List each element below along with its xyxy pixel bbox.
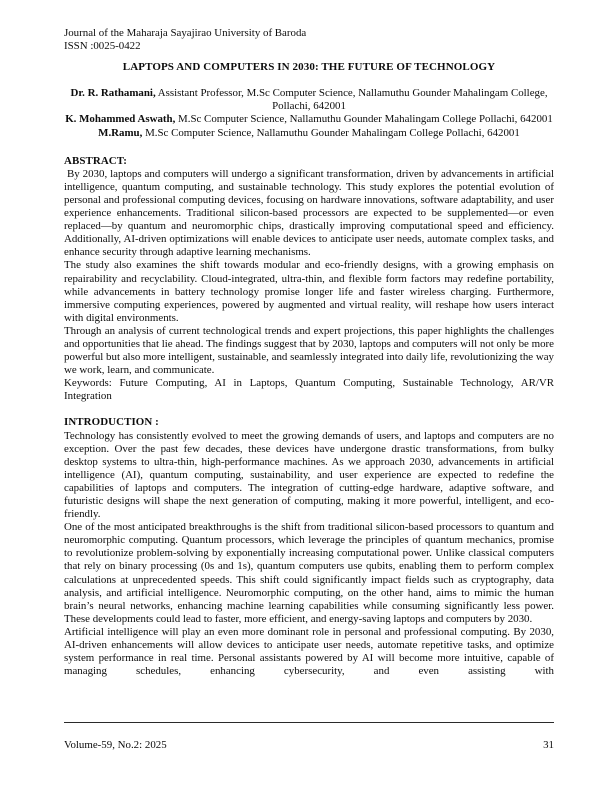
introduction-heading: INTRODUCTION : [64,416,159,429]
author-name: Dr. R. Rathamani, [70,87,156,100]
abstract-heading: ABSTRACT: [64,154,128,167]
introduction-paragraph: Artificial intelligence will play an even more dominant role in personal and professional computing. By 2030, AI-driven enhancements will allow devices to anticipate user needs, automate repetitive tasks, and optimize system performance in real time. Personal assistants powered by AI will become more intuitive, capable of managing schedules, enhancing cybersecurity, and even assisting with [64,625,554,678]
author-entry [64,113,554,126]
paper-title: LAPTOPS AND COMPUTERS IN 2030: THE FUTURE OF TECHNOLOGY [122,61,496,74]
introduction-paragraph: Technology has consistently evolved to meet the growing demands of users, and laptops and computers are no exception. Over the past few decades, these devices have undergone drastic transformations, from bulky desktop systems to ultra-thin, high-performance machines. As we approach 2030, advancements in artificial intelligence (AI), quantum computing, sustainability, and user experience are expected to redefine the capabilities of laptops and computers. The integration of cutting-edge hardware, adaptive software, and futuristic designs will shape the next generation of computing, making it more powerful, intelligent, and eco-friendly. [64,429,554,521]
journal-issn: ISSN :0025-0422 [64,40,141,53]
abstract-paragraph: By 2030, laptops and computers will undergo a significant transformation, driven by advancements in artificial intelligence, quantum computing, and sustainable technology. This study explores the potential evolution of personal and professional computing devices, focusing on hardware innovations, software adaptability, and user experience enhancements. Traditional silicon-based processors are expected to be supplemented—or even replaced—by quantum and neuromorphic chips, drastically improving computational speed and efficiency. Additionally, AI-driven optimizations will enable devices to anticipate user needs, automate complex tasks, and enhance security through adaptive learning mechanisms. [64,167,554,259]
page-number: 31 [543,738,554,751]
volume-info: Volume-59, No.2: 2025 [64,738,167,751]
author-affiliation: M.Sc Computer Science, Nallamuthu Gounder Mahalingam College Pollachi, 642001 [175,113,553,126]
journal-header [64,27,554,53]
author-affiliation: M.Sc Computer Science, Nallamuthu Gounder Mahalingam College Pollachi, 642001 [142,126,520,139]
keywords-line: Keywords: Future Computing, AI in Laptops, Quantum Computing, Sustainable Technology, AR/VR Integration [64,377,554,403]
introduction-paragraph: One of the most anticipated breakthroughs is the shift from traditional silicon-based processors to quantum and neuromorphic computing. Quantum processors, which leverage the principles of quantum mechanics, promise to revolutionize problem-solving by exponentially increasing computational power. Unlike classical computers that rely on binary processing (0s and 1s), quantum computers use qubits, enabling them to perform complex calculations at unprecedented speeds. This shift could significantly impact fields such as cryptography, data analysis, and artificial intelligence. Neuromorphic computing, on the other hand, aims to mimic the human brain’s neural networks, enhancing machine learning capabilities while consuming significantly less power. These developments could lead to faster, more efficient, and energy-saving laptops and computers by 2030. [64,521,554,625]
journal-name: Journal of the Maharaja Sayajirao University of Baroda [64,27,307,39]
author-name: M.Ramu, [98,126,143,139]
author-entry [64,87,554,113]
author-entry [64,127,554,140]
author-name: K. Mohammed Aswath, [65,113,176,126]
page-footer [64,722,554,752]
authors-block [64,87,554,139]
author-affiliation: Assistant Professor, M.Sc Computer Science, Nallamuthu Gounder Mahalingam College, Pollachi, 642001 [155,87,548,113]
abstract-paragraph: Through an analysis of current technological trends and expert projections, this paper highlights the challenges and opportunities that lie ahead. The findings suggest that by 2030, laptops and computers will not only be more powerful but also more intelligent, sustainable, and seamlessly integrated into daily life, revolutionizing the way we work, learn, and communicate. [64,324,554,377]
abstract-paragraph: The study also examines the shift towards modular and eco-friendly designs, with a growing emphasis on repairability and recyclability. Cloud-integrated, ultra-thin, and flexible form factors may redefine portability, while advancements in battery technology promise longer life and faster wireless charging. Furthermore, immersive computing experiences, powered by augmented and virtual reality, will reshape how users interact with digital environments. [64,259,554,324]
